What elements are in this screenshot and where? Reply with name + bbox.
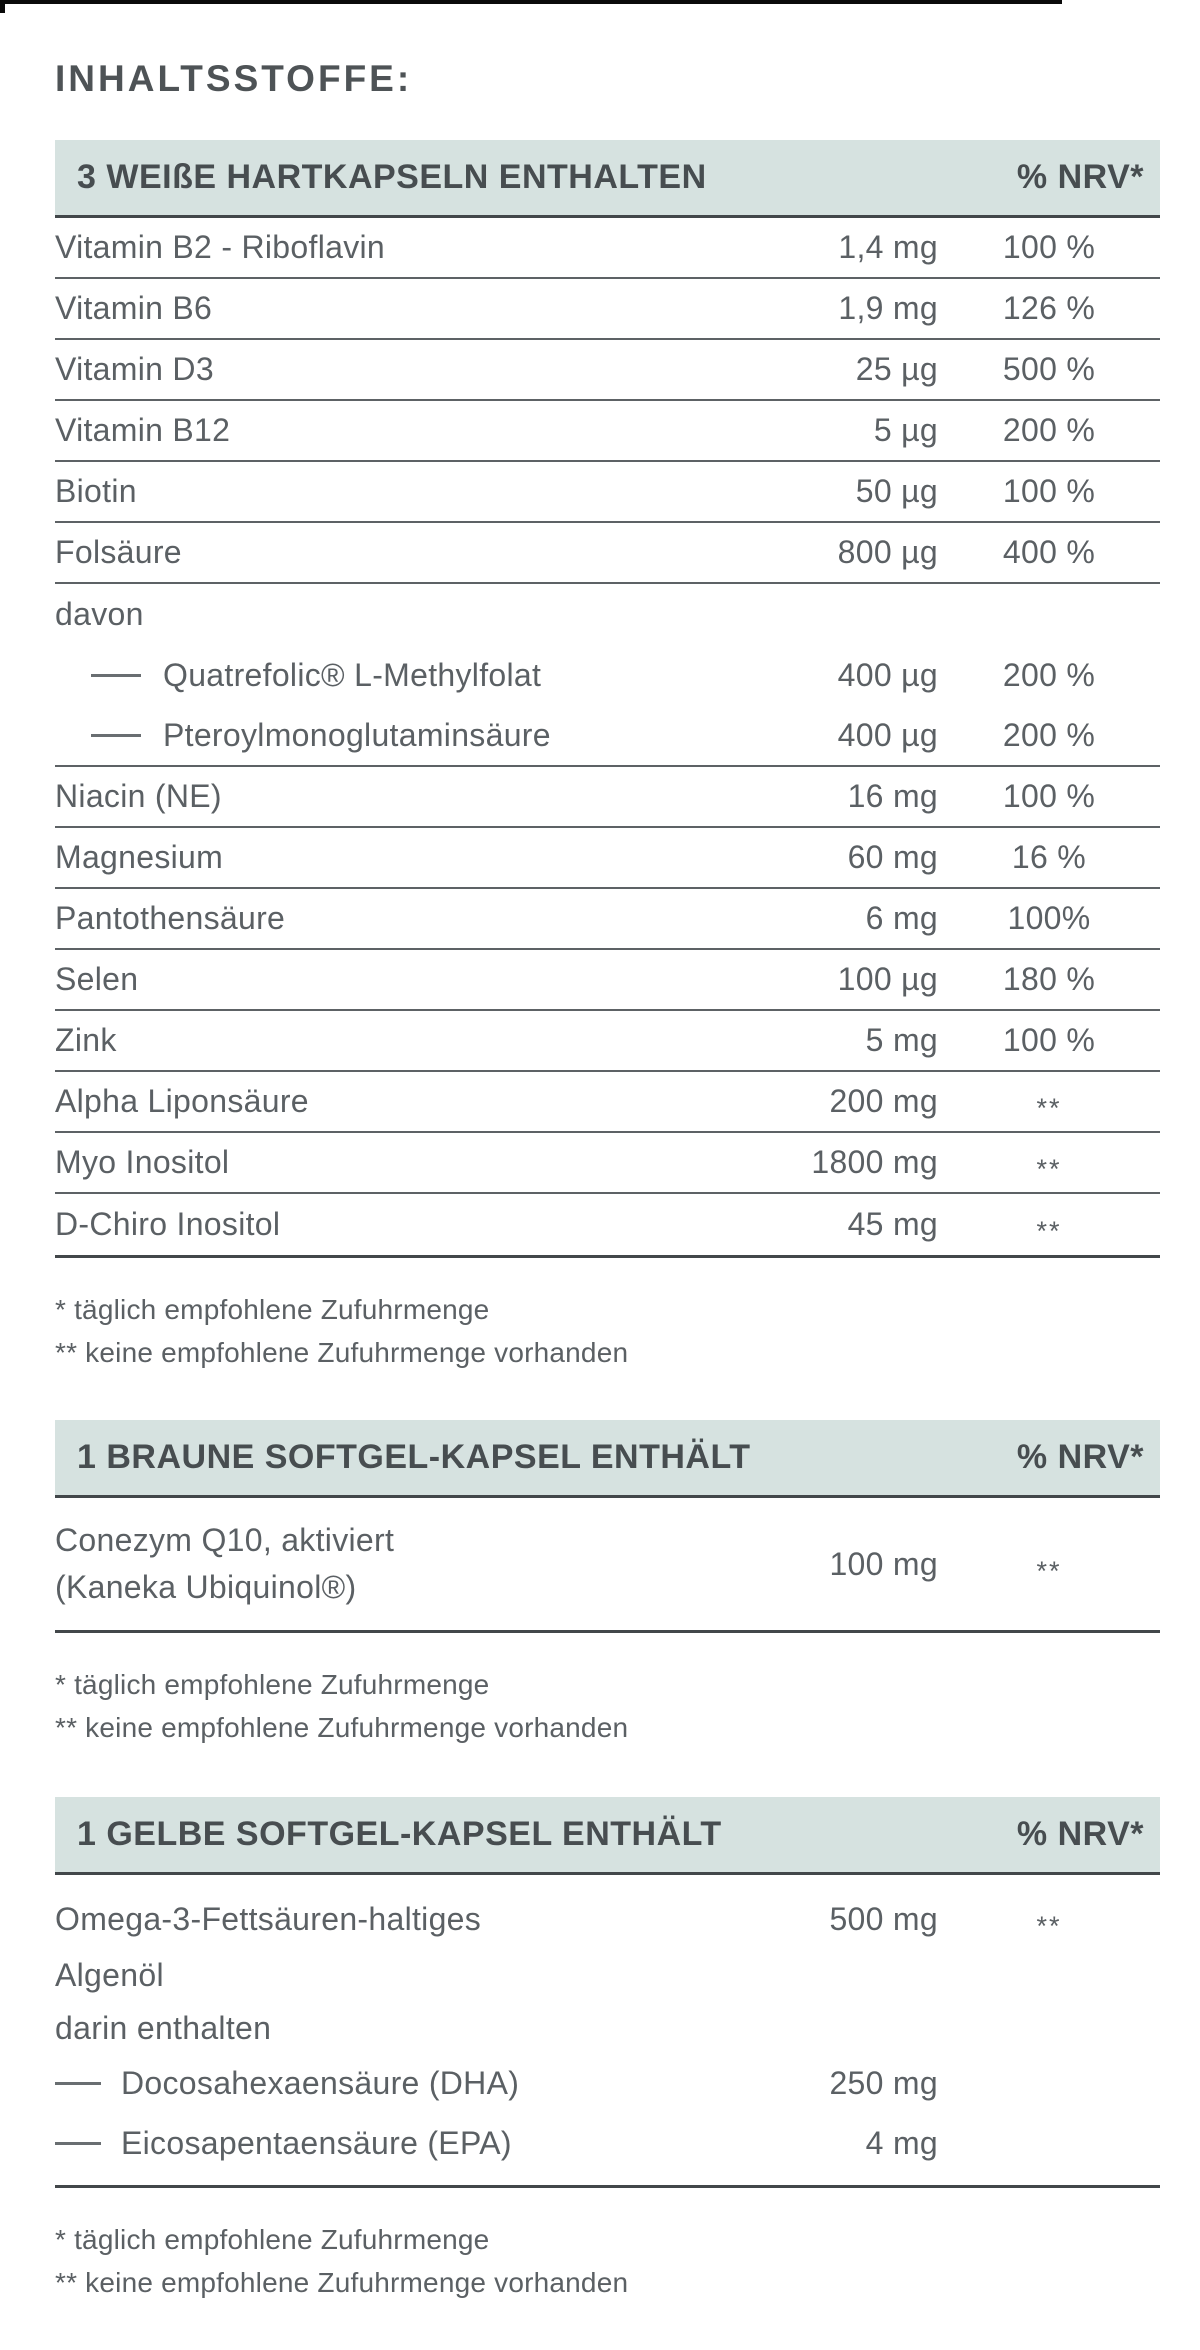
- ingredient-name: Omega-3-Fettsäuren-haltiges: [55, 1901, 482, 1937]
- table-body: [55, 218, 1160, 1258]
- nrv-value: 100 %: [1002, 1022, 1096, 1058]
- nrv-column-header: % NRV*: [1016, 1438, 1144, 1476]
- table-header-band: [55, 1420, 1160, 1498]
- ingredient-label-cell: [55, 2010, 738, 2047]
- ingredient-label-cell: [55, 1144, 738, 1181]
- ingredient-name: Vitamin B2 - Riboflavin: [55, 229, 386, 265]
- ingredient-name-line2: (Kaneka Ubiquinol®): [55, 1569, 357, 1605]
- nrv-cell: [938, 778, 1160, 815]
- amount-cell: [738, 290, 938, 327]
- amount-value: 60 mg: [847, 839, 938, 875]
- table-row: [55, 2053, 1160, 2113]
- amount-cell: [738, 1891, 938, 1947]
- footnotes: [55, 1288, 1160, 1374]
- ingredient-name: Quatrefolic® L-Methylfolat: [163, 657, 542, 693]
- dash-icon: [55, 2082, 101, 2085]
- amount-cell: [738, 900, 938, 937]
- amount-cell: [738, 961, 938, 998]
- ingredients-panel: [55, 0, 1160, 2304]
- amount-cell: [738, 657, 938, 694]
- ingredient-label-cell: [55, 961, 738, 998]
- amount-value: 50 µg: [855, 473, 938, 509]
- amount-cell: [738, 778, 938, 815]
- nrv-cell: [938, 961, 1160, 998]
- table-header-band: [55, 140, 1160, 218]
- amount-cell: [738, 2125, 938, 2162]
- table-row: [55, 2113, 1160, 2173]
- amount-value: 500 mg: [829, 1901, 938, 1937]
- table-row: [55, 889, 1160, 950]
- amount-value: 400 µg: [837, 717, 938, 753]
- ingredient-name: Alpha Liponsäure: [55, 1083, 309, 1119]
- ingredient-name: Pteroylmonoglutaminsäure: [163, 717, 551, 753]
- footnote-line-1: * täglich empfohlene Zufuhrmenge: [55, 1669, 490, 1700]
- nrv-value: **: [1036, 1911, 1062, 1941]
- ingredient-name: Vitamin B6: [55, 290, 213, 326]
- nrv-cell: [938, 534, 1160, 571]
- table-header-title: 1 GELBE SOFTGEL-KAPSEL ENTHÄLT: [77, 1815, 722, 1853]
- ingredient-name: Vitamin B12: [55, 412, 231, 448]
- ingredients-section-1: [55, 140, 1160, 1374]
- nrv-value: **: [1036, 1555, 1062, 1586]
- amount-value: 5 mg: [865, 1022, 938, 1058]
- nrv-cell: [938, 1891, 1160, 1949]
- nrv-value: 400 %: [1002, 534, 1096, 570]
- amount-value: 100 µg: [837, 961, 938, 997]
- nrv-value: 100%: [1007, 900, 1091, 936]
- amount-value: 1,9 mg: [838, 290, 938, 326]
- table-row: [55, 2003, 1160, 2053]
- amount-value: 1800 mg: [811, 1144, 938, 1180]
- table-row: [55, 218, 1160, 279]
- table-body: [55, 1498, 1160, 1633]
- ingredients-section-2: [55, 1420, 1160, 1749]
- nrv-value: 200 %: [1002, 717, 1096, 753]
- nrv-cell: [938, 351, 1160, 388]
- nrv-cell: [938, 473, 1160, 510]
- nrv-cell: [938, 290, 1160, 327]
- nrv-value: 200 %: [1002, 657, 1096, 693]
- dash-icon: [55, 2142, 101, 2145]
- nrv-cell: [938, 1083, 1160, 1123]
- table-row: [55, 1011, 1160, 1072]
- table-row: [55, 401, 1160, 462]
- amount-cell: [738, 1083, 938, 1120]
- table-row: [55, 523, 1160, 584]
- ingredient-name: Eicosapentaensäure (EPA): [121, 2124, 512, 2161]
- ingredient-label-cell: [55, 717, 738, 754]
- dash-icon: [91, 674, 141, 677]
- tables-root: [55, 140, 1160, 2304]
- ingredient-label-cell: [55, 1517, 738, 1611]
- nrv-value: 126 %: [1002, 290, 1096, 326]
- ingredient-label-cell: [55, 596, 738, 633]
- ingredient-name: Biotin: [55, 473, 137, 509]
- footnotes: [55, 1663, 1160, 1749]
- table-row: [55, 584, 1160, 645]
- footnote-line-2: ** keine empfohlene Zufuhrmenge vorhanden: [55, 1712, 629, 1743]
- ingredient-label-cell: [55, 657, 738, 694]
- ingredient-name: Conezym Q10, aktiviert: [55, 1522, 395, 1558]
- table-body: [55, 1875, 1160, 2188]
- ingredient-name: davon: [55, 596, 144, 632]
- amount-value: 45 mg: [847, 1206, 938, 1242]
- amount-value: 6 mg: [865, 900, 938, 936]
- amount-cell: [738, 1144, 938, 1181]
- amount-cell: [738, 534, 938, 571]
- ingredient-name: Selen: [55, 961, 139, 997]
- table-row: [55, 828, 1160, 889]
- nrv-value: **: [1036, 1154, 1062, 1184]
- nrv-cell: [938, 839, 1160, 876]
- ingredient-name: Folsäure: [55, 534, 182, 570]
- table-row: [55, 1875, 1160, 2003]
- amount-cell: [738, 473, 938, 510]
- amount-value: 4 mg: [865, 2124, 938, 2161]
- table-row: [55, 1498, 1160, 1630]
- table-header-title: 3 WEIßE HARTKAPSELN ENTHALTEN: [77, 158, 707, 196]
- amount-value: 5 µg: [873, 412, 938, 448]
- footnote-line-2: ** keine empfohlene Zufuhrmenge vorhanden: [55, 2267, 629, 2298]
- ingredient-label-cell: [55, 900, 738, 937]
- ingredient-label-cell: [55, 229, 738, 266]
- nrv-cell: [938, 717, 1160, 754]
- ingredient-name: Niacin (NE): [55, 778, 222, 814]
- table-row: [55, 1194, 1160, 1255]
- amount-value: 25 µg: [855, 351, 938, 387]
- ingredient-label-cell: [55, 351, 738, 388]
- nrv-column-header: % NRV*: [1016, 1815, 1144, 1853]
- nrv-cell: [938, 229, 1160, 266]
- ingredient-label-cell: [55, 1083, 738, 1120]
- amount-value: 200 mg: [829, 1083, 938, 1119]
- nrv-value: 180 %: [1002, 961, 1096, 997]
- amount-cell: [738, 229, 938, 266]
- table-row: [55, 767, 1160, 828]
- nrv-cell: [938, 412, 1160, 449]
- ingredient-name: Vitamin D3: [55, 351, 214, 387]
- amount-cell: [738, 412, 938, 449]
- amount-cell: [738, 839, 938, 876]
- amount-value: 1,4 mg: [838, 229, 938, 265]
- ingredient-name: Zink: [55, 1022, 117, 1058]
- nrv-value: 16 %: [1011, 839, 1087, 875]
- table-row: [55, 340, 1160, 401]
- nrv-cell: [938, 657, 1160, 694]
- nrv-cell: [938, 900, 1160, 937]
- ingredient-name: Myo Inositol: [55, 1144, 230, 1180]
- table-header-title: 1 BRAUNE SOFTGEL-KAPSEL ENTHÄLT: [77, 1438, 751, 1476]
- table-row: [55, 462, 1160, 523]
- table-row: [55, 279, 1160, 340]
- table-row: [55, 1072, 1160, 1133]
- table-row: [55, 706, 1160, 767]
- nrv-cell: [938, 1546, 1160, 1586]
- amount-cell: [738, 1546, 938, 1583]
- nrv-value: **: [1036, 1093, 1062, 1123]
- footnote-line-1: * täglich empfohlene Zufuhrmenge: [55, 1294, 490, 1325]
- ingredient-label-cell: [55, 1206, 738, 1243]
- ingredient-label-cell: [55, 2125, 738, 2162]
- nrv-cell: [938, 1206, 1160, 1246]
- ingredient-label-cell: [55, 412, 738, 449]
- nrv-value: 500 %: [1002, 351, 1096, 387]
- footnote-line-1: * täglich empfohlene Zufuhrmenge: [55, 2224, 490, 2255]
- amount-value: 400 µg: [837, 657, 938, 693]
- nrv-column-header: % NRV*: [1016, 158, 1144, 196]
- page-title: INHALTSSTOFFE:: [55, 58, 413, 99]
- amount-value: 16 mg: [847, 778, 938, 814]
- nrv-value: 100 %: [1002, 778, 1096, 814]
- ingredient-label-cell: [55, 2065, 738, 2102]
- table-row: [55, 645, 1160, 706]
- nrv-value: **: [1036, 1216, 1062, 1246]
- amount-cell: [738, 1022, 938, 1059]
- footnote-line-2: ** keine empfohlene Zufuhrmenge vorhanden: [55, 1337, 629, 1368]
- ingredient-label-cell: [55, 473, 738, 510]
- nrv-value: 100 %: [1002, 473, 1096, 509]
- table-row: [55, 950, 1160, 1011]
- ingredients-section-3: [55, 1797, 1160, 2304]
- ingredient-label-cell: [55, 839, 738, 876]
- ingredient-label-cell: [55, 1022, 738, 1059]
- amount-cell: [738, 2065, 938, 2102]
- dash-icon: [91, 734, 141, 737]
- table-header-band: [55, 1797, 1160, 1875]
- ingredient-name: Pantothensäure: [55, 900, 286, 936]
- nrv-value: 100 %: [1002, 229, 1096, 265]
- amount-value: 250 mg: [829, 2064, 938, 2101]
- amount-cell: [738, 1206, 938, 1243]
- ingredient-name-line2: Algenöl: [55, 1957, 164, 1993]
- ingredient-name: Magnesium: [55, 839, 224, 875]
- amount-cell: [738, 717, 938, 754]
- ingredient-name: Docosahexaensäure (DHA): [121, 2064, 520, 2101]
- ingredient-name: darin enthalten: [55, 2009, 272, 2046]
- ingredient-label-cell: [55, 290, 738, 327]
- scan-artifact-corner: [0, 0, 5, 13]
- nrv-value: 200 %: [1002, 412, 1096, 448]
- ingredient-name: D-Chiro Inositol: [55, 1206, 281, 1242]
- nrv-cell: [938, 1144, 1160, 1184]
- amount-value: 100 mg: [829, 1545, 938, 1582]
- footnotes: [55, 2218, 1160, 2304]
- ingredient-label-cell: [55, 534, 738, 571]
- ingredient-label-cell: [55, 1891, 738, 2003]
- amount-cell: [738, 351, 938, 388]
- ingredient-label-cell: [55, 778, 738, 815]
- table-row: [55, 1133, 1160, 1194]
- nrv-cell: [938, 1022, 1160, 1059]
- amount-value: 800 µg: [837, 534, 938, 570]
